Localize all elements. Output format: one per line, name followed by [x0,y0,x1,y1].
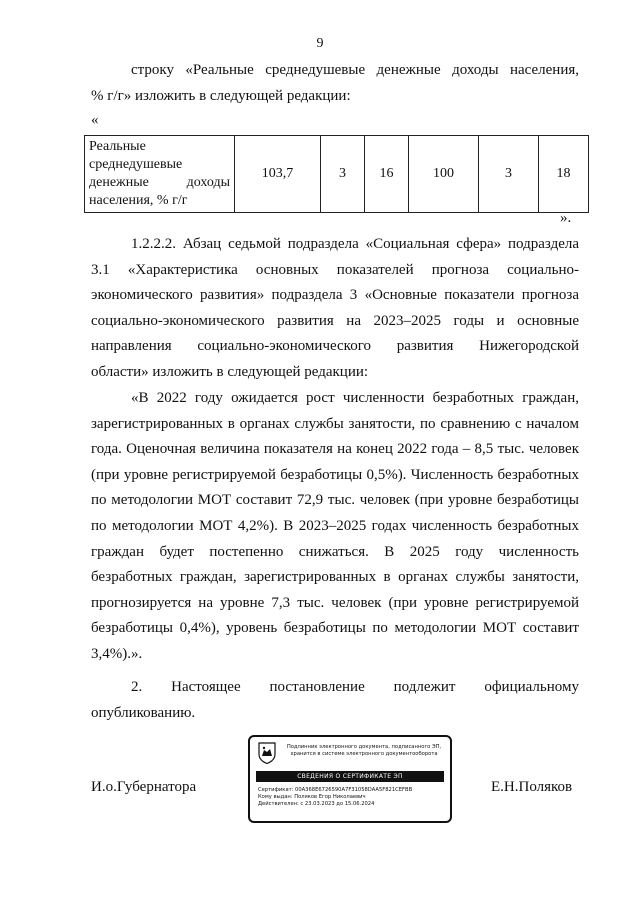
coat-of-arms-icon [258,742,276,764]
indicator-table [84,135,589,213]
certificate-number: Сертификат: 00A368E6726590A7F31058DAA5F821CEFBB [258,787,413,793]
text-line: социально-экономического развития на 2023–2025 годы и основные [91,312,579,329]
text-line: (при уровне регистрируемой безработицы 0,5%). Численность безработных [91,466,579,483]
stamp-header-line: Подлинник электронного документа, подписанного ЭП, [286,744,442,750]
text-line: граждан будет постепенно снижаться. В 2025 году численность [91,543,579,560]
text-line: 3.1 «Характеристика основных показателей прогноза социально- [91,261,579,278]
stamp-header-line: хранится в системе электронного документооборота [290,751,438,757]
stamp-header [280,744,448,758]
text-line: зарегистрированных в органах службы занятости, по сравнению с началом [91,415,579,432]
quoted-paragraph [91,386,579,668]
text-line: безработицы 0,4%), уровень безработицы по методологии МОТ составит [91,620,579,637]
stamp-details [258,787,448,809]
text-line: года. Оценочная величина показателя на конец 2022 года – 8,5 тыс. человек [91,441,579,458]
stamp-title: СВЕДЕНИЯ О СЕРТИФИКАТЕ ЭП [256,771,444,782]
text-line: экономического развития» подраздела 3 «Основные показатели прогноза [91,287,579,304]
table-row [85,136,589,213]
text-line: области» изложить в следующей редакции: [91,363,369,380]
amendment-paragraph [91,232,579,386]
intro-line-2: % г/г» изложить в следующей редакции: [91,87,351,104]
value-cell: 100 [409,136,479,213]
intro-line-1: строку «Реальные среднедушевые денежные доходы населения, [131,62,579,78]
intro-paragraph [91,58,579,109]
certificate-validity: Действителен: с 23.03.2023 до 15.06.2024 [258,801,375,808]
text-line: прогнозируется на уровне 7,3 тыс. человек (при уровне регистрируемой [91,594,579,611]
signatory-position: И.о.Губернатора [91,779,197,795]
text-line: «В 2022 году ожидается рост численности безработных граждан, [131,390,579,406]
text-line: опубликованию. [91,704,196,721]
text-line: 2. Настоящее постановление подлежит официальному [131,679,579,695]
text-line: 1.2.2.2. Абзац седьмой подраздела «Социальная сфера» подраздела [131,236,579,252]
indicator-name-line: среднедушевые [89,157,183,172]
text-line: по методологии МОТ составит 72,9 тыс. человек (при уровне безработицы [91,492,579,509]
value-cell: 18 [539,136,589,213]
text-line: направления социально-экономического развития Нижегородской [91,338,579,355]
e-signature-stamp [248,735,452,823]
closing-quote: ». [560,210,572,226]
publication-paragraph [91,675,579,726]
value-cell: 103,7 [235,136,321,213]
signatory-name: Е.Н.Поляков [491,779,573,795]
text-line: по методологии МОТ 4,2%). В 2023–2025 годах численность безработных [91,517,579,534]
text-line: 3,4%).». [91,645,143,662]
opening-quote: « [91,112,99,128]
indicator-name-cell [85,136,235,213]
indicator-name-line: Реальные [89,139,146,154]
indicator-name-line: населения, % г/г [89,193,188,208]
indicator-name-line: денежные доходы [89,175,230,190]
value-cell: 16 [365,136,409,213]
text-line: безработных граждан, зарегистрированных в органах службы занятости, [91,569,579,586]
value-cell: 3 [479,136,539,213]
value-cell: 3 [321,136,365,213]
page-number: 9 [316,36,324,51]
certificate-owner: Кому выдан: Поляков Егор Николаевич [258,794,366,801]
